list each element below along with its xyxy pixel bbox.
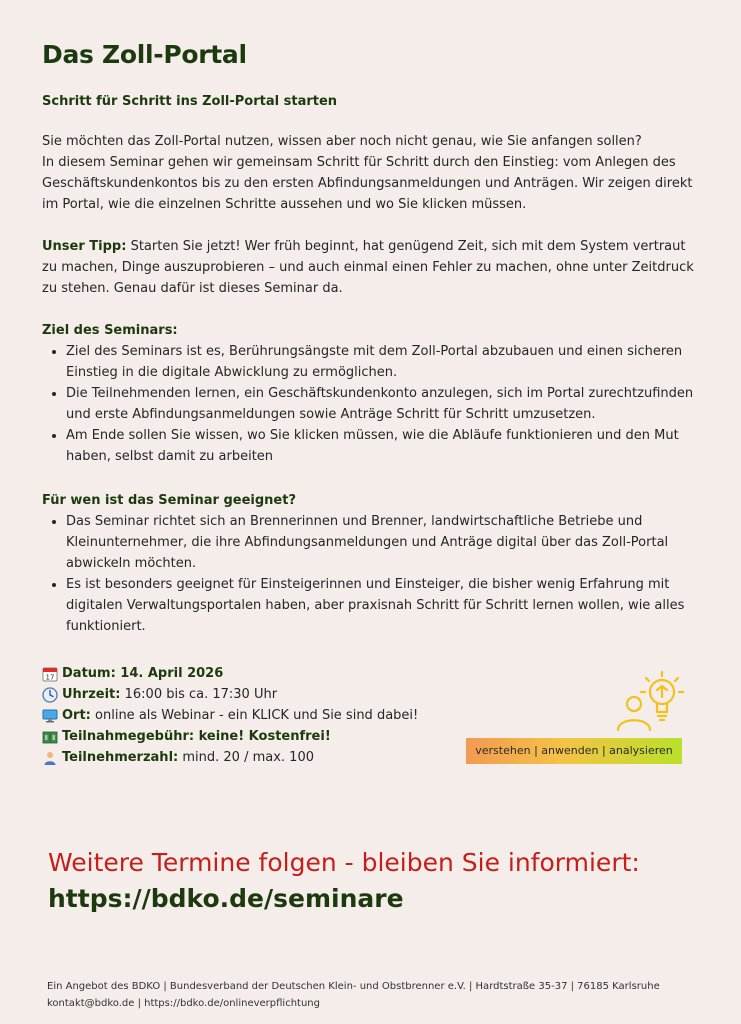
place-row bbox=[42, 705, 442, 726]
tagline-badge: verstehen | anwenden | analysieren bbox=[466, 738, 682, 764]
intro-section bbox=[42, 131, 702, 215]
participants-row bbox=[42, 747, 442, 768]
place-value: online als Webinar - ein KLICK und Sie sind dabei! bbox=[95, 708, 419, 723]
clock-icon bbox=[42, 687, 58, 703]
footer bbox=[47, 978, 707, 1012]
event-info bbox=[42, 663, 442, 768]
list-item: • Ziel des Seminars ist es, Berührungsängste mit dem Zoll-Portal abzubauen und einen sicheren Einstieg in die digitale Abwicklung zu ermöglichen. bbox=[66, 341, 702, 383]
tip-label: Unser Tipp: bbox=[42, 239, 127, 254]
fee-label: Teilnahmegebühr: keine! Kostenfrei! bbox=[62, 729, 331, 744]
fee-row bbox=[42, 726, 442, 747]
audience-section bbox=[42, 490, 702, 637]
calendar-icon bbox=[42, 666, 58, 682]
participants-value: mind. 20 / max. 100 bbox=[182, 750, 314, 765]
list-item: • Am Ende sollen Sie wissen, wo Sie klicken müssen, wie die Abläufe funktionieren und den Mut haben, selbst damit zu arbeiten bbox=[66, 425, 702, 467]
svg-text:17: 17 bbox=[45, 673, 55, 681]
goals-heading: Ziel des Seminars: bbox=[42, 323, 178, 338]
audience-list bbox=[42, 511, 702, 637]
monitor-icon bbox=[42, 708, 58, 724]
time-value: 16:00 bis ca. 17:30 Uhr bbox=[124, 687, 278, 702]
money-icon bbox=[42, 729, 58, 745]
footer-line-2: kontakt@bdko.de | https://bdko.de/onlineverpflichtung bbox=[47, 998, 320, 1009]
page-subtitle: Schritt für Schritt ins Zoll-Portal starten bbox=[42, 94, 338, 109]
time-row bbox=[42, 684, 442, 705]
tip-paragraph bbox=[42, 236, 702, 299]
document-body bbox=[42, 40, 702, 637]
date-label: Datum: 14. April 2026 bbox=[62, 666, 224, 681]
list-item: • Das Seminar richtet sich an Brennerinnen und Brenner, landwirtschaftliche Betriebe und Kleinunternehmer, die ihre Abfindungsanmeldungen und Anträge digital über das Zoll-Portal abwickeln möchten. bbox=[66, 511, 702, 574]
goals-list bbox=[42, 341, 702, 467]
intro-line-1: Sie möchten das Zoll-Portal nutzen, wissen aber noch nicht genau, wie Sie anfangen sollen? bbox=[42, 134, 642, 149]
list-item: • Es ist besonders geeignet für Einsteigerinnen und Einsteiger, die bisher wenig Erfahrung mit digitalen Verwaltungsportalen haben, aber praxisnah Schritt für Schritt lernen wollen, wie alles funktioniert. bbox=[66, 574, 702, 637]
participants-label: Teilnehmerzahl: bbox=[62, 750, 179, 765]
place-label: Ort: bbox=[62, 708, 91, 723]
date-row bbox=[42, 663, 442, 684]
tip-text: Starten Sie jetzt! Wer früh beginnt, hat genügend Zeit, sich mit dem System vertraut zu machen, Dinge auszuprobieren – und auch einmal einen Fehler zu machen, ohne unter Zeitdruck zu stehen. Genau dafür ist dieses Seminar da. bbox=[42, 239, 694, 296]
intro-line-2: In diesem Seminar gehen wir gemeinsam Schritt für Schritt durch den Einstieg: vom Anlegen des Geschäftskundenkontos bis zu den ersten Abfindungsanmeldungen und Anträgen. Wir zeigen direkt im Portal, wie die einzelnen Schritte aussehen und wo Sie klicken müssen. bbox=[42, 155, 693, 212]
people-icon bbox=[42, 750, 58, 766]
audience-heading: Für wen ist das Seminar geeignet? bbox=[42, 493, 296, 508]
page-title: Das Zoll-Portal bbox=[42, 40, 247, 69]
seminar-link[interactable]: https://bdko.de/seminare bbox=[48, 884, 404, 913]
footer-line-1: Ein Angebot des BDKO | Bundesverband der Deutschen Klein- und Obstbrenner e.V. | Hardtstraße 35-37 | 76185 Karlsruhe bbox=[47, 981, 660, 992]
time-label: Uhrzeit: bbox=[62, 687, 121, 702]
goals-section bbox=[42, 320, 702, 467]
list-item: • Die Teilnehmenden lernen, ein Geschäftskundenkonto anzulegen, sich im Portal zurechtzufinden und erste Abfindungsanmeldungen sowie Anträge Schritt für Schritt umzusetzen. bbox=[66, 383, 702, 425]
more-dates-text: Weitere Termine folgen - bleiben Sie informiert: bbox=[48, 848, 640, 877]
idea-lightbulb-icon bbox=[612, 670, 684, 732]
